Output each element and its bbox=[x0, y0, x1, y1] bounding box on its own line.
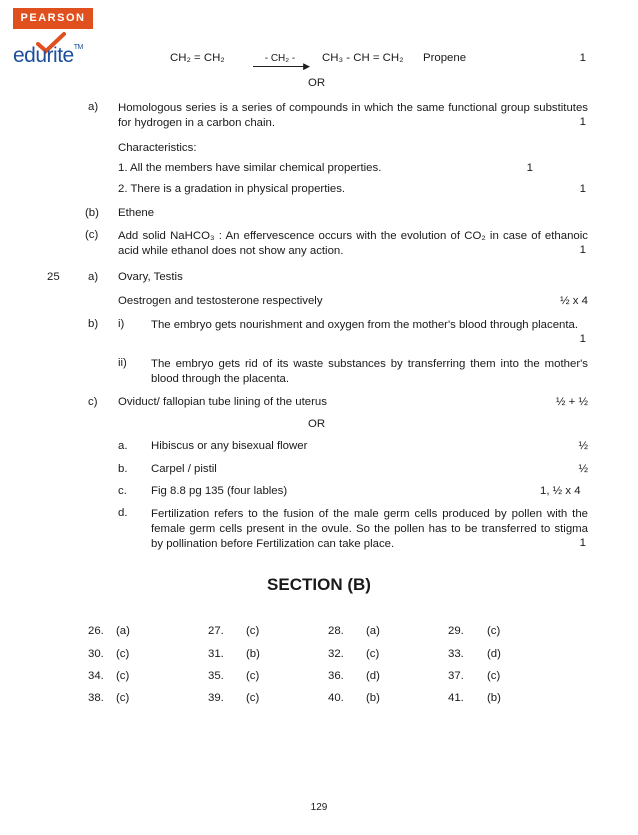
answer-question-number: 27. bbox=[208, 625, 224, 637]
or-divider-1: OR bbox=[308, 77, 326, 89]
answer-question-number: 41. bbox=[448, 692, 464, 704]
answer-question-number: 26. bbox=[88, 625, 104, 637]
answer-question-number: 33. bbox=[448, 648, 464, 660]
reaction-arrow-icon: - CH₂ - ▶ bbox=[253, 53, 307, 64]
q25-a-label: a) bbox=[88, 271, 99, 283]
alt-a-mark: ½ bbox=[578, 440, 588, 452]
q25-c-mark: ½ + ½ bbox=[556, 396, 588, 408]
alt-a-label: a. bbox=[118, 440, 128, 452]
edurite-logo bbox=[13, 44, 83, 68]
answer-option: (b) bbox=[487, 692, 501, 704]
answer-question-number: 31. bbox=[208, 648, 224, 660]
trademark: TM bbox=[73, 44, 83, 51]
q25-a-text: Ovary, Testis bbox=[118, 271, 183, 283]
answer-option: (c) bbox=[246, 625, 260, 637]
answer-option: (d) bbox=[487, 648, 501, 660]
answer-option: (c) bbox=[246, 670, 260, 682]
q25-a-mark: ½ x 4 bbox=[560, 295, 588, 307]
arrow-label: - CH₂ - bbox=[264, 53, 296, 64]
q24-a-text: Homologous series is a series of compounds in which the same functional group substitutes for hydrogen in a carbon chain. bbox=[118, 102, 588, 129]
q24-char-2: 2. There is a gradation in physical properties. bbox=[118, 183, 346, 195]
answer-question-number: 37. bbox=[448, 670, 464, 682]
answer-question-number: 39. bbox=[208, 692, 224, 704]
alt-c-label: c. bbox=[118, 485, 127, 497]
answer-option: (b) bbox=[366, 692, 380, 704]
q25-b-label: b) bbox=[88, 318, 99, 330]
answer-option: (b) bbox=[246, 648, 260, 660]
answer-option: (c) bbox=[246, 692, 260, 704]
answer-option: (c) bbox=[116, 670, 130, 682]
equation-left: CH₂ = CH₂ bbox=[170, 52, 225, 64]
section-b-title: SECTION (B) bbox=[267, 575, 371, 594]
q25-c-text: Oviduct/ fallopian tube lining of the uterus bbox=[118, 396, 327, 408]
answer-question-number: 28. bbox=[328, 625, 344, 637]
answer-question-number: 38. bbox=[88, 692, 104, 704]
answer-question-number: 36. bbox=[328, 670, 344, 682]
alt-a-text: Hibiscus or any bisexual flower bbox=[151, 440, 308, 452]
or-divider-2: OR bbox=[308, 418, 326, 430]
alt-b-text: Carpel / pistil bbox=[151, 463, 217, 475]
answer-option: (c) bbox=[116, 692, 130, 704]
page-number: 129 bbox=[310, 802, 328, 813]
answer-option: (c) bbox=[487, 625, 501, 637]
q24-char-1-mark: 1 bbox=[526, 162, 533, 174]
q24-a-label: a) bbox=[88, 101, 99, 113]
q24-char-1: 1. All the members have similar chemical properties. bbox=[118, 162, 382, 174]
q24-c-label: (c) bbox=[85, 229, 99, 241]
q25-bi-text: The embryo gets nourishment and oxygen from the mother's blood through placenta. bbox=[151, 319, 579, 331]
alt-b-mark: ½ bbox=[578, 463, 588, 475]
pearson-logo-text: PEARSON bbox=[20, 12, 86, 24]
pearson-logo bbox=[13, 8, 93, 29]
q25-c-label: c) bbox=[88, 396, 98, 408]
equation-mark: 1 bbox=[579, 52, 586, 64]
answer-question-number: 32. bbox=[328, 648, 344, 660]
alt-c-text: Fig 8.8 pg 135 (four lables) bbox=[151, 485, 288, 497]
alt-d-mark: 1 bbox=[579, 537, 586, 549]
q25-bii-label: ii) bbox=[118, 357, 127, 369]
q24-b-label: (b) bbox=[85, 207, 99, 219]
answer-question-number: 30. bbox=[88, 648, 104, 660]
q24-b-text: Ethene bbox=[118, 207, 155, 219]
q24-characteristics: Characteristics: bbox=[118, 142, 197, 154]
q24-char-2-mark: 1 bbox=[579, 183, 586, 195]
alt-b-label: b. bbox=[118, 463, 128, 475]
alt-d-text: Fertilization refers to the fusion of the male germ cells produced by pollen with the female germ cells present in the ovule. So the pollen has to be transferred to stigma by pollination before Fertilization can take place. bbox=[151, 508, 588, 550]
answer-option: (c) bbox=[366, 648, 380, 660]
answer-option: (a) bbox=[366, 625, 380, 637]
edurite-logo-text: edurite bbox=[13, 44, 74, 67]
equation-arrow bbox=[253, 52, 310, 71]
answer-question-number: 34. bbox=[88, 670, 104, 682]
q24-a-mark: 1 bbox=[579, 116, 586, 128]
equation-right: CH₃ - CH = CH₂ bbox=[322, 52, 404, 64]
q25-a-sub: Oestrogen and testosterone respectively bbox=[118, 295, 323, 307]
answer-question-number: 35. bbox=[208, 670, 224, 682]
q24-c-mark: 1 bbox=[579, 244, 586, 256]
answer-option: (a) bbox=[116, 625, 130, 637]
q25-bii-text: The embryo gets rid of its waste substances by transferring them into the mother's blood through the placenta. bbox=[151, 358, 588, 385]
equation-name: Propene bbox=[423, 52, 467, 64]
answer-option: (c) bbox=[487, 670, 501, 682]
answer-option: (d) bbox=[366, 670, 380, 682]
alt-c-mark: 1, ½ x 4 bbox=[540, 485, 581, 497]
q25-bi-mark: 1 bbox=[579, 333, 586, 345]
alt-d-label: d. bbox=[118, 507, 128, 519]
q25-number: 25 bbox=[47, 271, 60, 283]
q25-bi-label: i) bbox=[118, 318, 125, 330]
answer-question-number: 40. bbox=[328, 692, 344, 704]
answer-option: (c) bbox=[116, 648, 130, 660]
answer-question-number: 29. bbox=[448, 625, 464, 637]
q24-c-text: Add solid NaHCO₃ : An effervescence occurs with the evolution of CO₂ in case of ethanoic acid while ethanol does not show any action. bbox=[118, 230, 588, 257]
